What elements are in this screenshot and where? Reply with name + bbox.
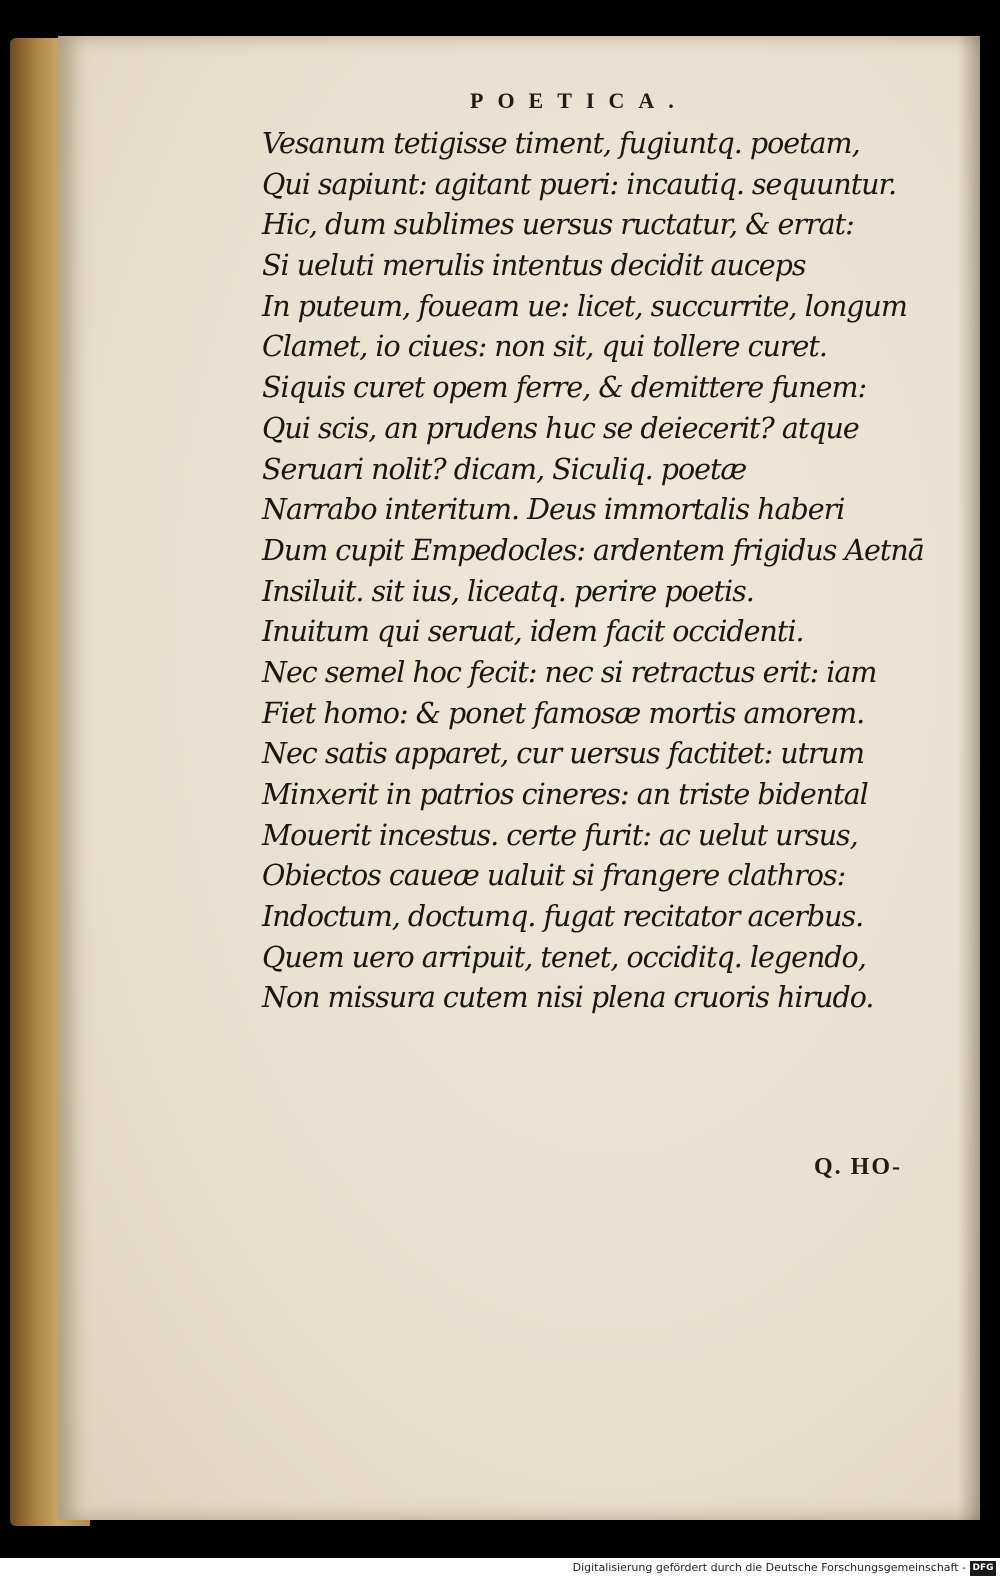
verse-line: Nec semel hoc fecit: nec si retractus erit: iam xyxy=(262,655,877,689)
catchword: Q. HO- xyxy=(814,1154,902,1180)
verse-line: Seruari nolit? dicam, Siculiq. poetæ xyxy=(262,452,747,486)
verse-line: Dum cupit Empedocles: ardentem frigidus Aetnā xyxy=(262,533,924,567)
dfg-logo: DFG xyxy=(970,1561,996,1576)
verse-line: Narrabo interitum. Deus immortalis haberi xyxy=(262,493,845,527)
verse-line: Si ueluti merulis intentus decidit auceps xyxy=(262,249,806,283)
verse-line: Vesanum tetigisse timent, fugiuntq. poetam, xyxy=(262,127,860,160)
verse-line: Mouerit incestus. certe furit: ac uelut ursus, xyxy=(262,818,858,852)
verse-line: Clamet, io ciues: non sit, qui tollere curet. xyxy=(262,330,827,364)
verse-line: Qui sapiunt: agitant pueri: incautiq. sequuntur. xyxy=(262,167,897,201)
verse-block xyxy=(262,124,962,1019)
footer-credit-text: Digitalisierung gefördert durch die Deutsche Forschungsgemeinschaft - xyxy=(572,1561,966,1574)
verse-line: Obiectos caueæ ualuit si frangere clathros: xyxy=(262,859,846,893)
running-head: POETICA. xyxy=(470,88,688,113)
verse-line: Hic, dum sublimes uersus ructatur, & errat: xyxy=(262,208,854,242)
verse-line: Inuitum qui seruat, idem facit occidenti. xyxy=(262,615,804,649)
verse-line: Quem uero arripuit, tenet, occiditq. legendo, xyxy=(262,940,866,974)
digitization-footer xyxy=(0,1558,1000,1580)
verse-line: Non missura cutem nisi plena cruoris hirudo. xyxy=(262,981,874,1015)
verse-line: In puteum, foueam ue: licet, succurrite, longum xyxy=(262,289,907,323)
verse-line: Fiet homo: & ponet famosæ mortis amorem. xyxy=(262,696,865,730)
verse-line: Siquis curet opem ferre, & demittere funem: xyxy=(262,371,867,405)
verse-line: Insiluit. sit ius, liceatq. perire poetis. xyxy=(262,574,754,608)
verse-line: Minxerit in patrios cineres: an triste bidental xyxy=(262,778,868,811)
verse-line: Qui scis, an prudens huc se deiecerit? atque xyxy=(262,411,859,445)
verse-line: Nec satis apparet, cur uersus factitet: utrum xyxy=(262,737,865,771)
verse-line: Indoctum, doctumq. fugat recitator acerbus. xyxy=(262,900,864,934)
